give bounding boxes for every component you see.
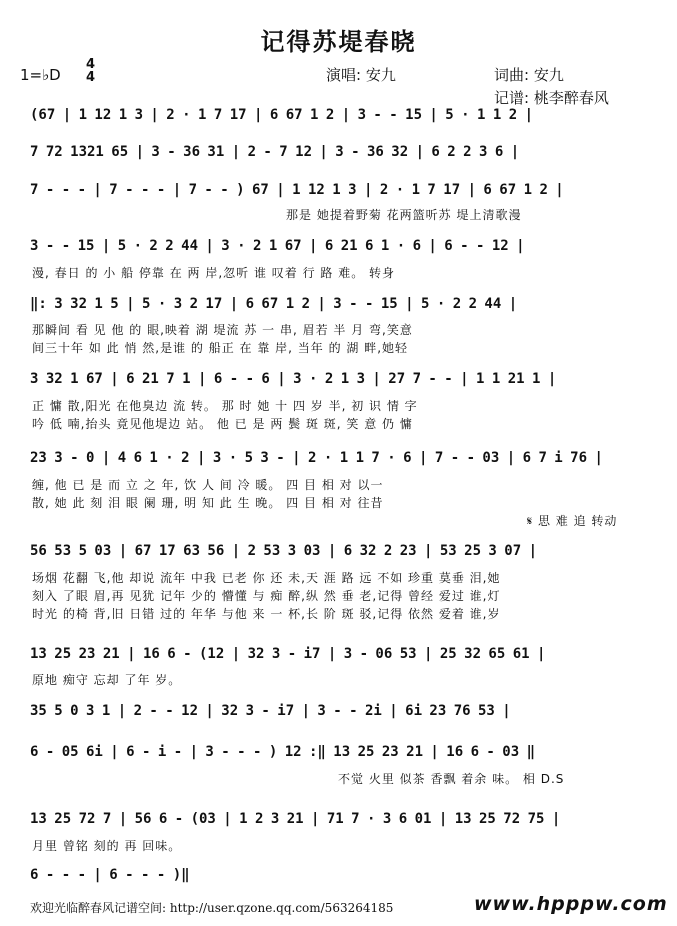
watermark: www.hpppw.com <box>474 893 668 915</box>
lyric-line: 那瞬间 看 见 他 的 眼,映着 湖 堤流 苏 一 串, 眉若 半 月 弯,笑意 <box>32 323 413 337</box>
footer-text: 欢迎光临醉春风记谱空间: http://user.qzone.qq.com/563264185 <box>30 901 394 915</box>
lyric-line: 刻入 了眼 眉,再 见犹 记年 少的 懵懂 与 痴 醉,纵 然 垂 老,记得 曾经 爱过 谁,灯 <box>32 589 501 603</box>
composer-credit: 词曲: 安九 <box>494 66 564 84</box>
lyric-line: 那是 她提着野菊 花两篮听苏 堤上清歌漫 <box>286 208 522 222</box>
lyric-line: 时光 的椅 背,旧 日错 过的 年华 与他 来 一 杯,长 阶 斑 驳,记得 依然 爱着 谁,岁 <box>32 607 501 621</box>
score-row-notes: 3 32 1 67 | 6 21 7 1 | 6 - - 6 | 3 · 2 1 3 | 27 7 - - | 1 1 21 1 | <box>30 371 557 387</box>
lyric-line: 散, 她 此 刻 泪 眼 阑 珊, 明 知 此 生 晚。 四 目 相 对 往昔 <box>32 496 384 510</box>
score-row-notes: ‖: 3 32 1 5 | 5 · 3 2 17 | 6 67 1 2 | 3 - - 15 | 5 · 2 2 44 | <box>30 296 518 312</box>
lyric-line: 月里 曾铭 刻的 再 回味。 <box>32 839 182 853</box>
score-row-notes: 35 5 0 3 1 | 2 - - 12 | 32 3 - i7 | 3 - - 2i | 6i 23 76 53 | <box>30 703 511 719</box>
lyric-line: 吟 低 喃,抬头 竟见他堤边 站。 他 已 是 两 鬓 斑 斑, 笑 意 仍 慵 <box>32 417 413 431</box>
score-row-notes: 7 - - - | 7 - - - | 7 - - ) 67 | 1 12 1 3 | 2 · 1 7 17 | 6 67 1 2 | <box>30 182 564 198</box>
score-row-notes: 3 - - 15 | 5 · 2 2 44 | 3 · 2 1 67 | 6 21 6 1 · 6 | 6 - - 12 | <box>30 238 525 254</box>
score-row-notes: 13 25 72 7 | 56 6 - (03 | 1 2 3 21 | 71 7 · 3 6 01 | 13 25 72 75 | <box>30 811 561 827</box>
lyric-line: 场烟 花翻 飞,他 却说 流年 中我 已老 你 还 未,天 涯 路 远 不如 珍重 莫垂 泪,她 <box>32 571 501 585</box>
lyric-line: 原地 痴守 忘却 了年 岁。 <box>32 673 182 687</box>
time-denominator: 4 <box>86 70 96 85</box>
time-signature <box>86 58 95 84</box>
score-row-notes: 23 3 - 0 | 4 6 1 · 2 | 3 · 5 3 - | 2 · 1 1 7 · 6 | 7 - - 03 | 6 7 i 76 | <box>30 450 603 466</box>
lyric-line: 𝄋 思 难 追 转动 <box>527 514 618 528</box>
lyric-line: 正 慵 散,阳光 在他臭边 流 转。 那 时 她 十 四 岁 半, 初 识 情 字 <box>32 399 418 413</box>
score-row-notes: 7 72 1321 65 | 3 - 36 31 | 2 - 7 12 | 3 - 36 32 | 6 2 2 3 6 | <box>30 144 520 160</box>
score-row-notes: 56 53 5 03 | 67 17 63 56 | 2 53 3 03 | 6 32 2 23 | 53 25 3 07 | <box>30 543 538 559</box>
lyric-line: 间三十年 如 此 悄 然,是谁 的 船正 在 靠 岸, 当年 的 湖 畔,她轻 <box>32 341 409 355</box>
key-signature: 1=♭D <box>20 66 61 84</box>
song-title: 记得苏堤春晓 <box>260 28 417 56</box>
lyric-line: 缠, 他 已 是 而 立 之 年, 饮 人 间 冷 暖。 四 目 相 对 以一 <box>32 478 384 492</box>
singer-credit: 演唱: 安九 <box>326 66 396 84</box>
score-row-notes: 6 - 05 6i | 6 - i - | 3 - - - ) 12 :‖ 13 25 23 21 | 16 6 - 03 ‖ <box>30 744 536 760</box>
lyric-line: 不觉 火里 似茶 香飘 着余 味。 相 D.S <box>338 772 565 786</box>
lyric-line: 漫, 春日 的 小 船 停靠 在 两 岸,忽听 谁 叹着 行 路 难。 转身 <box>32 266 396 280</box>
time-numerator: 4 <box>86 57 96 72</box>
score-row-notes: (67 | 1 12 1 3 | 2 · 1 7 17 | 6 67 1 2 | 3 - - 15 | 5 · 1 1 2 | <box>30 107 534 123</box>
transcriber-credit: 记谱: 桃李醉春风 <box>494 89 609 107</box>
score-row-notes: 6 - - - | 6 - - - )‖ <box>30 867 190 883</box>
score-row-notes: 13 25 23 21 | 16 6 - (12 | 32 3 - i7 | 3 - 06 53 | 25 32 65 61 | <box>30 646 546 662</box>
